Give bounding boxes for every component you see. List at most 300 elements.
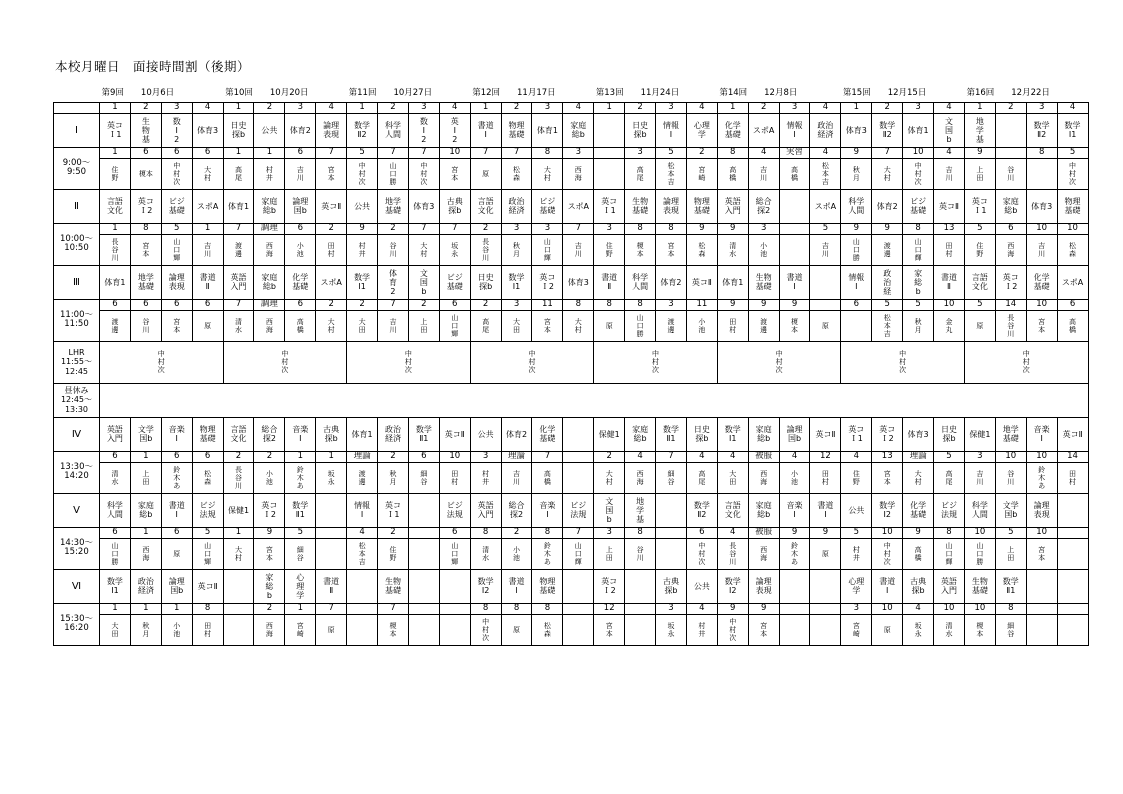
teacher-cell: 田 村 xyxy=(717,310,748,341)
subject-cell xyxy=(1057,493,1088,527)
teacher-cell: 大 村 xyxy=(223,538,254,569)
teacher-cell: 松 本 吉 xyxy=(347,538,378,569)
room-cell: 3 xyxy=(532,223,563,234)
subject-cell: 数学 Ⅱ1 xyxy=(656,417,687,451)
subject-cell: 数学 Ⅰ1 xyxy=(501,265,532,299)
teacher-cell: 谷 川 xyxy=(378,234,409,265)
room-cell: 9 xyxy=(841,223,872,234)
period-number: 3 xyxy=(161,102,192,113)
room-cell xyxy=(656,527,687,538)
room-cell: 5 xyxy=(161,223,192,234)
subject-cell: 日史 探b xyxy=(934,417,965,451)
subject-cell: 英コ Ｉ2 xyxy=(130,189,161,223)
teacher-cell: 山 口 輝 xyxy=(934,538,965,569)
room-cell: 5 xyxy=(656,147,687,158)
teacher-cell: 住 野 xyxy=(841,462,872,493)
subject-cell: 古典 探b xyxy=(316,417,347,451)
room-cell xyxy=(625,603,656,614)
teacher-cell xyxy=(779,234,810,265)
subject-cell: 総合 探2 xyxy=(501,493,532,527)
subject-cell: 英コ Ｉ2 xyxy=(594,569,625,603)
lhr-label: LHR 11:55～ 12:45 xyxy=(54,341,100,383)
subject-cell: 地学 基礎 xyxy=(378,189,409,223)
subject-cell xyxy=(563,569,594,603)
teacher-cell: 山 口 勝 xyxy=(964,538,995,569)
subject-cell: 家庭 総b xyxy=(254,265,285,299)
subject-cell: 体育3 xyxy=(903,417,934,451)
teacher-cell: 細 谷 xyxy=(656,462,687,493)
room-cell: 2 xyxy=(378,527,409,538)
teacher-cell: 大 田 xyxy=(717,462,748,493)
teacher-cell: 田 村 xyxy=(810,462,841,493)
teacher-cell: 田 村 xyxy=(192,614,223,645)
subject-cell: 化学 基礎 xyxy=(717,113,748,147)
room-cell: 2 xyxy=(316,299,347,310)
subject-cell: 英コ Ｉ1 xyxy=(594,189,625,223)
room-cell: 10 xyxy=(872,527,903,538)
teacher-cell: 住 野 xyxy=(594,234,625,265)
room-cell xyxy=(1057,527,1088,538)
teacher-cell xyxy=(408,614,439,645)
teacher-cell: 坂 永 xyxy=(903,614,934,645)
teacher-cell: 住 野 xyxy=(100,158,131,189)
subject-cell: 数 Ⅰ 2 xyxy=(408,113,439,147)
teacher-cell: 大 田 xyxy=(100,614,131,645)
teacher-cell: 渡 邊 xyxy=(100,310,131,341)
teacher-cell: 宮 崎 xyxy=(686,158,717,189)
room-cell: 11 xyxy=(686,299,717,310)
room-cell: 4 xyxy=(717,527,748,538)
teacher-cell: 大 田 xyxy=(501,310,532,341)
teacher-cell: 山 口 勝 xyxy=(378,158,409,189)
subject-cell: 数学 Ⅱ2 xyxy=(686,493,717,527)
teacher-cell: 吉 川 xyxy=(748,158,779,189)
subject-cell: 論理 国b xyxy=(779,417,810,451)
room-cell xyxy=(810,603,841,614)
teacher-cell: 高 橋 xyxy=(532,462,563,493)
teacher-cell: 鈴 木 あ xyxy=(1026,462,1057,493)
teacher-cell xyxy=(439,614,470,645)
teacher-cell: 高 尾 xyxy=(686,462,717,493)
subject-cell: 体育2 xyxy=(285,113,316,147)
subject-cell xyxy=(316,493,347,527)
teacher-cell: 鈴 木 あ xyxy=(285,462,316,493)
room-cell: 8 xyxy=(130,223,161,234)
teacher-cell: 高 橋 xyxy=(717,158,748,189)
teacher-cell: 高 橋 xyxy=(903,538,934,569)
room-cell: 10 xyxy=(439,147,470,158)
room-cell: 3 xyxy=(594,527,625,538)
subject-cell: 生物 基礎 xyxy=(748,265,779,299)
subject-cell: 文 国 b xyxy=(934,113,965,147)
teacher-cell xyxy=(408,538,439,569)
room-cell: 8 xyxy=(903,223,934,234)
subject-cell xyxy=(563,417,594,451)
teacher-cell: 松 本 吉 xyxy=(810,158,841,189)
subject-cell: 英語 入門 xyxy=(470,493,501,527)
lhr-teacher: 中 村 次 xyxy=(347,341,471,383)
teacher-cell: 榎本 xyxy=(130,158,161,189)
room-cell: 14 xyxy=(1057,451,1088,462)
teacher-cell: 山 口 輝 xyxy=(439,310,470,341)
page-title: 本校月曜日 面接時間割（後期） xyxy=(55,59,251,74)
teacher-cell: 大 村 xyxy=(872,158,903,189)
subject-cell: 保健1 xyxy=(594,417,625,451)
subject-cell: 書道 Ⅱ xyxy=(934,265,965,299)
subject-cell: 音楽 Ⅰ xyxy=(285,417,316,451)
period-number: 2 xyxy=(130,102,161,113)
teacher-cell: 山 口 輝 xyxy=(161,234,192,265)
subject-cell: 数 Ⅰ 2 xyxy=(161,113,192,147)
lhr-teacher: 中 村 次 xyxy=(100,341,224,383)
teacher-cell: 榎 本 xyxy=(964,614,995,645)
subject-cell: 英語 入門 xyxy=(223,265,254,299)
room-cell: 5 xyxy=(934,451,965,462)
subject-cell: 数学 Ⅱ2 xyxy=(1026,113,1057,147)
room-cell xyxy=(1026,603,1057,614)
teacher-cell: 高 尾 xyxy=(223,158,254,189)
room-cell: 8 xyxy=(501,603,532,614)
teacher-cell: 西 海 xyxy=(254,234,285,265)
room-cell: 6 xyxy=(408,451,439,462)
subject-cell: 体育1 xyxy=(717,265,748,299)
room-cell: 10 xyxy=(1026,299,1057,310)
room-cell: 2 xyxy=(408,299,439,310)
subject-cell: ビジ 法規 xyxy=(563,493,594,527)
room-cell: 9 xyxy=(964,147,995,158)
subject-cell: 言語 文化 xyxy=(100,189,131,223)
room-cell: 9 xyxy=(748,299,779,310)
teacher-cell: 松 本 吉 xyxy=(656,158,687,189)
room-cell: 9 xyxy=(779,299,810,310)
subject-cell: スポA xyxy=(748,113,779,147)
teacher-cell: 渡 邊 xyxy=(347,462,378,493)
teacher-cell xyxy=(223,614,254,645)
room-cell: 実習 xyxy=(779,147,810,158)
room-cell: 5 xyxy=(903,299,934,310)
subject-cell xyxy=(810,569,841,603)
teacher-cell: 大 村 xyxy=(316,310,347,341)
subject-cell: 公共 xyxy=(841,493,872,527)
teacher-cell xyxy=(656,538,687,569)
teacher-cell: 中 村 次 xyxy=(872,538,903,569)
subject-cell: 英コ Ｉ2 xyxy=(995,265,1026,299)
subject-cell: 数学 Ⅰ2 xyxy=(717,569,748,603)
teacher-cell: 山 口 輝 xyxy=(439,538,470,569)
room-cell: 3 xyxy=(625,147,656,158)
room-cell: 10 xyxy=(964,527,995,538)
room-cell: 3 xyxy=(501,223,532,234)
subject-cell: 数学 Ⅱ1 xyxy=(285,493,316,527)
teacher-cell: 山 口 輝 xyxy=(192,538,223,569)
teacher-cell: 高 尾 xyxy=(625,158,656,189)
period-number: 3 xyxy=(532,102,563,113)
subject-cell xyxy=(408,493,439,527)
lhr-teacher: 中 村 次 xyxy=(841,341,965,383)
subject-cell: 物理 基礎 xyxy=(501,113,532,147)
subject-cell: 英コⅡ xyxy=(686,265,717,299)
subject-cell: 数学 Ⅰ1 xyxy=(100,569,131,603)
room-cell: 8 xyxy=(625,223,656,234)
room-cell: 10 xyxy=(934,603,965,614)
teacher-cell: 村 井 xyxy=(254,158,285,189)
subject-cell: 総合 探2 xyxy=(748,189,779,223)
room-cell: 5 xyxy=(347,147,378,158)
teacher-cell: 上 田 xyxy=(408,310,439,341)
subject-cell: 英コⅡ xyxy=(316,189,347,223)
subject-cell: 書道 Ⅰ xyxy=(161,493,192,527)
subject-cell: 家 総 b xyxy=(903,265,934,299)
teacher-cell: 田 村 xyxy=(934,234,965,265)
room-cell: 8 xyxy=(594,299,625,310)
subject-cell: 数学 Ⅰ1 xyxy=(1057,113,1088,147)
room-cell: 3 xyxy=(841,603,872,614)
room-cell: 7 xyxy=(378,299,409,310)
subject-cell: 論理 表現 xyxy=(316,113,347,147)
teacher-cell: 住 野 xyxy=(378,538,409,569)
room-cell: 13 xyxy=(934,223,965,234)
subject-cell: 家庭 総b xyxy=(995,189,1026,223)
subject-cell xyxy=(656,493,687,527)
subject-cell: 体育3 xyxy=(1026,189,1057,223)
room-cell: 8 xyxy=(717,147,748,158)
room-cell: 7 xyxy=(656,451,687,462)
subject-cell: 言語 文化 xyxy=(470,189,501,223)
session-label: 第15回 12月15日 xyxy=(842,88,927,99)
period-number-blank xyxy=(54,102,100,113)
teacher-cell: 榎 本 xyxy=(779,310,810,341)
room-cell: 理論 xyxy=(347,451,378,462)
room-cell: 4 xyxy=(748,147,779,158)
teacher-cell: 西 海 xyxy=(625,462,656,493)
room-cell: 8 xyxy=(1026,147,1057,158)
subject-cell: ビジ 基礎 xyxy=(903,189,934,223)
teacher-cell: 坂 永 xyxy=(439,234,470,265)
teacher-cell: 小 池 xyxy=(501,538,532,569)
subject-cell xyxy=(347,569,378,603)
teacher-cell: 秋 月 xyxy=(903,310,934,341)
room-cell: 2 xyxy=(686,147,717,158)
subject-cell: 英コ Ｉ1 xyxy=(378,493,409,527)
room-cell: 1 xyxy=(285,451,316,462)
subject-cell: 言語 文化 xyxy=(223,417,254,451)
room-cell: 調理 xyxy=(254,223,285,234)
room-cell xyxy=(439,603,470,614)
subject-cell: 日史 探b xyxy=(223,113,254,147)
room-cell: 8 xyxy=(563,299,594,310)
teacher-cell: 細 谷 xyxy=(408,462,439,493)
teacher-cell: 西 海 xyxy=(748,538,779,569)
teacher-cell: 秋 月 xyxy=(378,462,409,493)
room-cell: 4 xyxy=(686,451,717,462)
teacher-cell: 宮 本 xyxy=(1026,538,1057,569)
room-cell: 13 xyxy=(872,451,903,462)
room-cell: 7 xyxy=(316,603,347,614)
subject-cell: 科学 人間 xyxy=(841,189,872,223)
teacher-cell: 原 xyxy=(501,614,532,645)
teacher-cell: 長 谷 川 xyxy=(223,462,254,493)
subject-cell: 文学 国b xyxy=(130,417,161,451)
teacher-cell: 山 口 勝 xyxy=(625,310,656,341)
room-cell: 10 xyxy=(934,299,965,310)
subject-cell: 体育2 xyxy=(656,265,687,299)
teacher-cell: 宮 本 xyxy=(316,158,347,189)
room-cell: 5 xyxy=(285,527,316,538)
room-cell: 7 xyxy=(439,223,470,234)
subject-cell xyxy=(779,569,810,603)
teacher-cell: 大 村 xyxy=(408,234,439,265)
subject-cell: 公共 xyxy=(686,569,717,603)
subject-cell: 地 学 基 xyxy=(964,113,995,147)
room-cell: 被服 xyxy=(748,527,779,538)
period-number: 3 xyxy=(285,102,316,113)
room-cell: 6 xyxy=(841,299,872,310)
room-cell: 9 xyxy=(748,603,779,614)
teacher-cell: 坂 永 xyxy=(656,614,687,645)
subject-cell: スポA xyxy=(192,189,223,223)
period-number: 2 xyxy=(995,102,1026,113)
period-number: 1 xyxy=(470,102,501,113)
teacher-cell xyxy=(841,310,872,341)
teacher-cell: 山 口 輝 xyxy=(563,538,594,569)
room-cell: 7 xyxy=(408,223,439,234)
room-cell: 6 xyxy=(285,147,316,158)
period-number: 2 xyxy=(748,102,779,113)
subject-cell: 論理 表現 xyxy=(161,265,192,299)
room-cell: 3 xyxy=(748,223,779,234)
subject-cell: 体育1 xyxy=(100,265,131,299)
teacher-cell: 宮 本 xyxy=(532,310,563,341)
subject-cell xyxy=(439,569,470,603)
subject-cell: 化学 基礎 xyxy=(532,417,563,451)
room-cell: 8 xyxy=(532,603,563,614)
subject-cell: 化学 基礎 xyxy=(285,265,316,299)
subject-cell: 数学 Ⅱ1 xyxy=(408,417,439,451)
room-cell: 9 xyxy=(903,527,934,538)
teacher-cell: 高 橋 xyxy=(779,158,810,189)
teacher-cell: 宮 本 xyxy=(1026,310,1057,341)
subject-cell: 書道 Ⅰ xyxy=(872,569,903,603)
subject-cell: 言語 文化 xyxy=(717,493,748,527)
subject-cell: 総合 探2 xyxy=(254,417,285,451)
room-cell: 3 xyxy=(501,299,532,310)
subject-cell: 家庭 総b xyxy=(130,493,161,527)
room-cell: 7 xyxy=(223,223,254,234)
subject-cell: スポA xyxy=(563,189,594,223)
room-cell xyxy=(779,223,810,234)
teacher-cell: 吉 川 xyxy=(1026,234,1057,265)
teacher-cell: 松 本 吉 xyxy=(872,310,903,341)
room-cell xyxy=(563,451,594,462)
room-cell: 6 xyxy=(285,299,316,310)
room-cell: 4 xyxy=(810,147,841,158)
room-cell: 6 xyxy=(161,299,192,310)
room-cell: 6 xyxy=(161,451,192,462)
subject-cell: 論理 国b xyxy=(161,569,192,603)
period-number: 1 xyxy=(347,102,378,113)
period-number: 4 xyxy=(563,102,594,113)
room-cell xyxy=(408,603,439,614)
subject-cell: 論理 表現 xyxy=(1026,493,1057,527)
time-label: 10:00～ 10:50 xyxy=(54,223,100,265)
room-cell: 10 xyxy=(1026,223,1057,234)
subject-cell: 文学 国b xyxy=(995,493,1026,527)
teacher-cell: 谷 川 xyxy=(995,462,1026,493)
room-cell: 7 xyxy=(872,147,903,158)
teacher-cell: 高 尾 xyxy=(470,310,501,341)
teacher-cell: 大 村 xyxy=(192,158,223,189)
subject-cell: 英コ Ｉ1 xyxy=(841,417,872,451)
subject-cell: 地 学 基 xyxy=(625,493,656,527)
room-cell: 1 xyxy=(130,603,161,614)
teacher-cell: 松 森 xyxy=(532,614,563,645)
lhr-teacher: 中 村 次 xyxy=(964,341,1088,383)
lunch-label: 昼休み 12:45～ 13:30 xyxy=(54,383,100,417)
subject-cell: 家庭 総b xyxy=(563,113,594,147)
teacher-cell: 鈴 木 あ xyxy=(161,462,192,493)
subject-cell: 日史 探b xyxy=(470,265,501,299)
teacher-cell xyxy=(1026,614,1057,645)
subject-cell: 数学 Ⅱ2 xyxy=(347,113,378,147)
subject-cell: 数学 Ⅰ2 xyxy=(470,569,501,603)
teacher-cell xyxy=(1057,538,1088,569)
time-label: 13:30～ 14:20 xyxy=(54,451,100,493)
teacher-cell xyxy=(1026,158,1057,189)
room-cell: 6 xyxy=(100,451,131,462)
period-number: 2 xyxy=(254,102,285,113)
subject-cell xyxy=(995,113,1026,147)
period-number: 4 xyxy=(439,102,470,113)
teacher-cell: 中 村 次 xyxy=(408,158,439,189)
teacher-cell: 宮 崎 xyxy=(841,614,872,645)
subject-cell: 体育3 xyxy=(192,113,223,147)
room-cell: 9 xyxy=(717,299,748,310)
room-cell: 理論 xyxy=(501,451,532,462)
period-number: 3 xyxy=(656,102,687,113)
teacher-cell: 榎 本 xyxy=(625,234,656,265)
teacher-cell: 原 xyxy=(470,158,501,189)
subject-cell: 家庭 総b xyxy=(254,189,285,223)
teacher-cell: 鈴 木 あ xyxy=(532,538,563,569)
subject-cell: 家庭 総b xyxy=(748,493,779,527)
room-cell: 4 xyxy=(347,527,378,538)
teacher-cell: 上 田 xyxy=(594,538,625,569)
room-cell: 6 xyxy=(686,527,717,538)
subject-cell: 数学 Ⅱ1 xyxy=(995,569,1026,603)
period-number: 4 xyxy=(316,102,347,113)
subject-cell: 情報 Ⅰ xyxy=(779,113,810,147)
teacher-cell: 山 口 勝 xyxy=(100,538,131,569)
subject-cell: 生物 基礎 xyxy=(964,569,995,603)
room-cell: 6 xyxy=(995,223,1026,234)
room-cell: 14 xyxy=(995,299,1026,310)
subject-cell: 物理 基礎 xyxy=(1057,189,1088,223)
teacher-cell: 長 谷 川 xyxy=(470,234,501,265)
time-label: 11:00～ 11:50 xyxy=(54,299,100,341)
room-cell: 3 xyxy=(470,451,501,462)
room-cell: 3 xyxy=(563,147,594,158)
room-cell: 6 xyxy=(130,299,161,310)
room-cell: 理論 xyxy=(903,451,934,462)
subject-cell: 心理 学 xyxy=(841,569,872,603)
subject-cell: 英コ Ｉ2 xyxy=(532,265,563,299)
subject-cell: 政治 経済 xyxy=(810,113,841,147)
subject-cell: 文 国 b xyxy=(594,493,625,527)
subject-cell: 情報 Ⅰ xyxy=(347,493,378,527)
room-cell: 7 xyxy=(470,147,501,158)
teacher-cell: 宮 本 xyxy=(748,614,779,645)
teacher-cell: 宮 崎 xyxy=(285,614,316,645)
